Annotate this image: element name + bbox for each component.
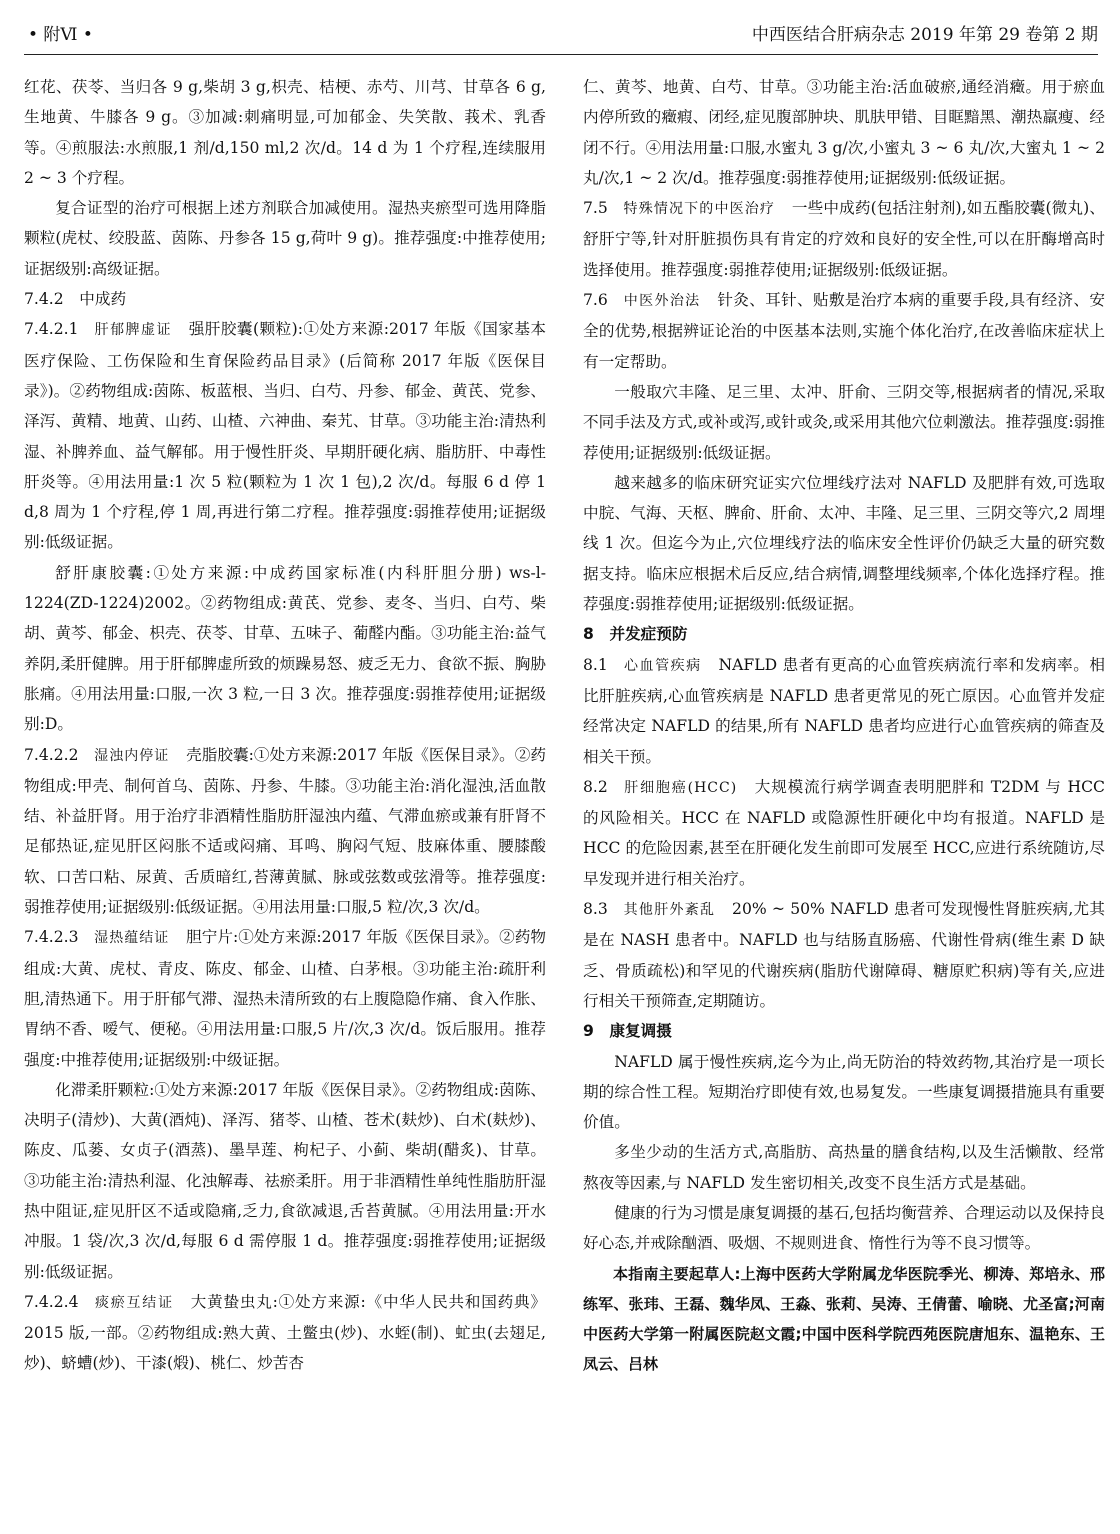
section-text: 一些中成药(包括注射剂),如五酯胶囊(微丸)、舒肝宁等,针对肝脏损伤具有肯定的疗效和良好的安全性,可以在肝酶增高时选择使用。推荐强度:弱推荐使用;证据级别:低级证据。	[583, 199, 1105, 279]
paragraph: 化滞柔肝颗粒:①处方来源:2017 年版《医保目录》。②药物组成:茵陈、决明子(清炒)、大黄(酒炖)、泽泻、猪苓、山楂、苍术(麸炒)、白术(麸炒)、陈皮、瓜蒌、女贞子(酒蒸)、墨旱莲、枸杞子、小蓟、柴胡(醋炙)、甘草。③功能主治:清热利湿、化浊解毒、祛瘀柔肝。用于非酒精性单纯性脂肪肝湿热中阻证,症见肝区不适或隐痛,乏力,食欲减退,舌苔黄腻。④用法用量:开水冲服。1 袋/次,3 次/d,每服 6 d 需停服 1 d。推荐强度:弱推荐使用;证据级别:低级证据。	[24, 1080, 546, 1281]
subsection-title: 湿热蕴结证	[94, 930, 170, 947]
section-number: 7.4.2.4	[24, 1292, 79, 1311]
paragraph: 舒肝康胶囊:①处方来源:中成药国家标准(内科肝胆分册) ws-l-1224(ZD-1224)2002。②药物组成:黄芪、党参、麦冬、当归、白芍、柴胡、黄芩、郁金、枳壳、茯苓、甘草、五味子、葡醛内酯。③功能主治:益气养阴,柔肝健脾。用于肝郁脾虚所致的烦躁易怒、疲乏无力、食欲不振、胸胁胀痛。④用法用量:口服,一次 3 粒,一日 3 次。推荐强度:弱推荐使用;证据级别:D。	[24, 563, 546, 734]
section-title: 心血管疾病	[623, 657, 702, 674]
paragraph: 复合证型的治疗可根据上述方剂联合加减使用。湿热夹瘀型可选用降脂颗粒(虎杖、绞股蓝、茵陈、丹参各 15 g,荷叶 9 g)。推荐强度:中推荐使用;证据级别:高级证据。	[24, 199, 546, 278]
section-7-6	[583, 285, 1105, 377]
subsection-title: 肝郁脾虚证	[94, 322, 172, 339]
section-number: 7.4.2	[24, 290, 64, 309]
paragraph: 健康的行为习惯是康复调摄的基石,包括均衡营养、合理运动以及保持良好心态,并戒除酗酒、吸烟、不规则进食、惰性行为等不良习惯等。	[583, 1203, 1105, 1253]
section-text: 针灸、耳针、贴敷是治疗本病的重要手段,具有经济、安全的优势,根据辨证论治的中医基本法则,实施个体化治疗,在改善临床症状上有一定帮助。	[583, 291, 1105, 371]
section-number: 7.4.2.1	[24, 320, 79, 339]
section-8-3	[583, 894, 1105, 1016]
section-title: 其他肝外紊乱	[623, 902, 716, 919]
paragraph: 一般取穴丰隆、足三里、太冲、肝俞、三阴交等,根据病者的情况,采取不同手法及方式,或补或泻,或针或灸,或采用其他穴位刺激法。推荐强度:弱推荐使用;证据级别:低级证据。	[583, 382, 1105, 462]
section-number: 7.4.2.3	[24, 928, 79, 947]
section-title: 中医外治法	[623, 293, 701, 310]
paragraph: 红花、茯苓、当归各 9 g,柴胡 3 g,枳壳、桔梗、赤芍、川芎、甘草各 6 g,生地黄、牛膝各 9 g。③加减:刺痛明显,可加郁金、失笑散、莪术、乳香等。④煎服法:水煎服,1 剂/d,150 ml,2 次/d。14 d 为 1 个疗程,连续服用 2 ~ 3 个疗程。	[24, 78, 546, 187]
page-number: • 附Ⅵ •	[28, 25, 93, 45]
section-number: 8.2	[583, 777, 608, 796]
subsection-7-4-2-2	[24, 740, 546, 923]
journal-title: 中西医结合肝病杂志 2019 年第 29 卷第 2 期	[751, 25, 1098, 45]
section-8-1	[583, 650, 1105, 772]
subsection-text: 大黄蛰虫丸:①处方来源:《中华人民共和国药典》2015 版,一部。②药物组成:熟大黄、土鳖虫(炒)、水蛭(制)、虻虫(去翅足,炒)、蛴螬(炒)、干漆(煅)、桃仁、炒苦杏	[24, 1292, 546, 1373]
section-heading-8	[583, 619, 1105, 649]
section-number: 7.4.2.2	[24, 745, 79, 764]
subsection-7-4-2-4	[24, 1287, 546, 1379]
section-title: 并发症预防	[609, 625, 688, 644]
section-title: 中成药	[79, 290, 127, 309]
subsection-title: 痰瘀互结证	[94, 1294, 174, 1311]
paragraph: 仁、黄芩、地黄、白芍、甘草。③功能主治:活血破瘀,通经消癥。用于瘀血内停所致的癥瘕、闭经,症见腹部肿块、肌肤甲错、目眶黯黑、潮热羸瘦、经闭不行。④用法用量:口服,水蜜丸 3 g/次,小蜜丸 3 ~ 6 丸/次,大蜜丸 1 ~ 2 丸/次,1 ~ 2 次/d。推荐强度:弱推荐使用;证据级别:低级证据。	[583, 78, 1105, 187]
section-number: 8.3	[583, 900, 608, 919]
section-text: 20% ~ 50% NAFLD 患者可发现慢性肾脏疾病,尤其是在 NASH 患者中。NAFLD 也与结肠直肠癌、代谢性骨病(维生素 D 缺乏、骨质疏松)和罕见的代谢疾病(脂肪代谢障碍、糖原贮积病)等有关,应进行相关干预筛查,定期随访。	[583, 900, 1105, 1010]
section-7-5	[583, 193, 1105, 285]
section-title: 肝细胞癌(HCC)	[623, 779, 738, 796]
authors: 本指南主要起草人:上海中医药大学附属龙华医院季光、柳涛、郑培永、邢练军、张玮、王磊、魏华凤、王淼、张莉、吴涛、王倩蕾、喻晓、尤圣富;河南中医药大学第一附属医院赵文霞;中国中医科学院西苑医院唐旭东、温艳东、王凤云、吕林	[583, 1264, 1105, 1374]
section-text: 大规模流行病学调查表明肥胖和 T2DM 与 HCC 的风险相关。HCC 在 NAFLD 或隐源性肝硬化中均有报道。NAFLD 是 HCC 的危险因素,甚至在肝硬化发生前即可发展至 HCC,应进行系统随访,尽早发现并进行相关治疗。	[583, 777, 1105, 888]
section-number: 8.1	[583, 655, 608, 674]
paragraph: 越来越多的临床研究证实穴位埋线疗法对 NAFLD 及肥胖有效,可选取中脘、气海、天枢、脾俞、肝俞、太冲、丰隆、足三里、三阴交等穴,2 周埋线 1 次。但迄今为止,穴位埋线疗法的临床安全性评价仍缺乏大量的研究数据支持。临床应根据术后反应,结合病情,调整埋线频率,个体化选择疗程。推荐强度:弱推荐使用;证据级别:低级证据。	[583, 473, 1105, 614]
subsection-text: 壳脂胶囊:①处方来源:2017 年版《医保目录》。②药物组成:甲壳、制何首乌、茵陈、丹参、牛膝。③功能主治:消化湿浊,活血散结、补益肝肾。用于治疗非酒精性脂肪肝湿浊内蕴、气滞血瘀或兼有肝肾不足郁热证,症见肝区闷胀不适或闷痛、耳鸣、胸闷气短、肢麻体重、腰膝酸软、口苦口粘、尿黄、舌质暗红,苔薄黄腻、脉或弦数或弦滑等。推荐强度:弱推荐使用;证据级别:低级证据。④用法用量:口服,5 粒/次,3 次/d。	[24, 745, 546, 917]
left-column	[24, 72, 546, 1379]
section-8-2	[583, 772, 1105, 894]
subsection-text: 强肝胶囊(颗粒):①处方来源:2017 年版《国家基本医疗保险、工伤保险和生育保险药品目录》(后简称 2017 年版《医保目录》)。②药物组成:茵陈、板蓝根、当归、白芍、丹参、郁金、黄芪、党参、泽泻、黄精、地黄、山药、山楂、六神曲、秦艽、甘草。③功能主治:清热利湿、补脾养血、益气解郁。用于慢性肝炎、早期肝硬化病、脂肪肝、中毒性肝炎等。④用法用量:1 次 5 粒(颗粒为 1 次 1 包),2 次/d。每服 6 d 停 1 d,8 周为 1 个疗程,停 1 周,再进行第二疗程。推荐强度:弱推荐使用;证据级别:低级证据。	[24, 320, 546, 552]
section-heading-9	[583, 1016, 1105, 1046]
section-text: NAFLD 患者有更高的心血管疾病流行率和发病率。相比肝脏疾病,心血管疾病是 NAFLD 患者更常见的死亡原因。心血管并发症经常决定 NAFLD 的结果,所有 NAFLD 患者均应进行心血管疾病的筛查及相关干预。	[583, 655, 1106, 766]
section-number: 8	[583, 625, 594, 644]
subsection-text: 胆宁片:①处方来源:2017 年版《医保目录》。②药物组成:大黄、虎杖、青皮、陈皮、郁金、山楂、白茅根。③功能主治:疏肝利胆,清热通下。用于肝郁气滞、湿热未清所致的右上腹隐隐作痛、食入作胀、胃纳不香、嗳气、便秘。④用法用量:口服,5 片/次,3 次/d。饭后服用。推荐强度:中推荐使用;证据级别:中级证据。	[24, 928, 546, 1069]
section-heading-7-4-2	[24, 284, 546, 314]
section-number: 7.6	[583, 291, 608, 310]
subsection-7-4-2-1	[24, 314, 546, 557]
paragraph: NAFLD 属于慢性疾病,迄今为止,尚无防治的特效药物,其治疗是一项长期的综合性工程。短期治疗即使有效,也易复发。一些康复调摄措施具有重要价值。	[583, 1052, 1105, 1132]
running-header	[24, 14, 1098, 55]
subsection-7-4-2-3	[24, 922, 546, 1074]
section-title: 特殊情况下的中医治疗	[623, 201, 776, 218]
right-column	[583, 72, 1105, 1380]
section-title: 康复调摄	[609, 1022, 672, 1041]
subsection-title: 湿浊内停证	[94, 747, 170, 764]
section-number: 9	[583, 1022, 594, 1041]
section-number: 7.5	[583, 199, 608, 218]
paragraph: 多坐少动的生活方式,高脂肪、高热量的膳食结构,以及生活懒散、经常熬夜等因素,与 NAFLD 发生密切相关,改变不良生活方式是基础。	[583, 1143, 1105, 1192]
